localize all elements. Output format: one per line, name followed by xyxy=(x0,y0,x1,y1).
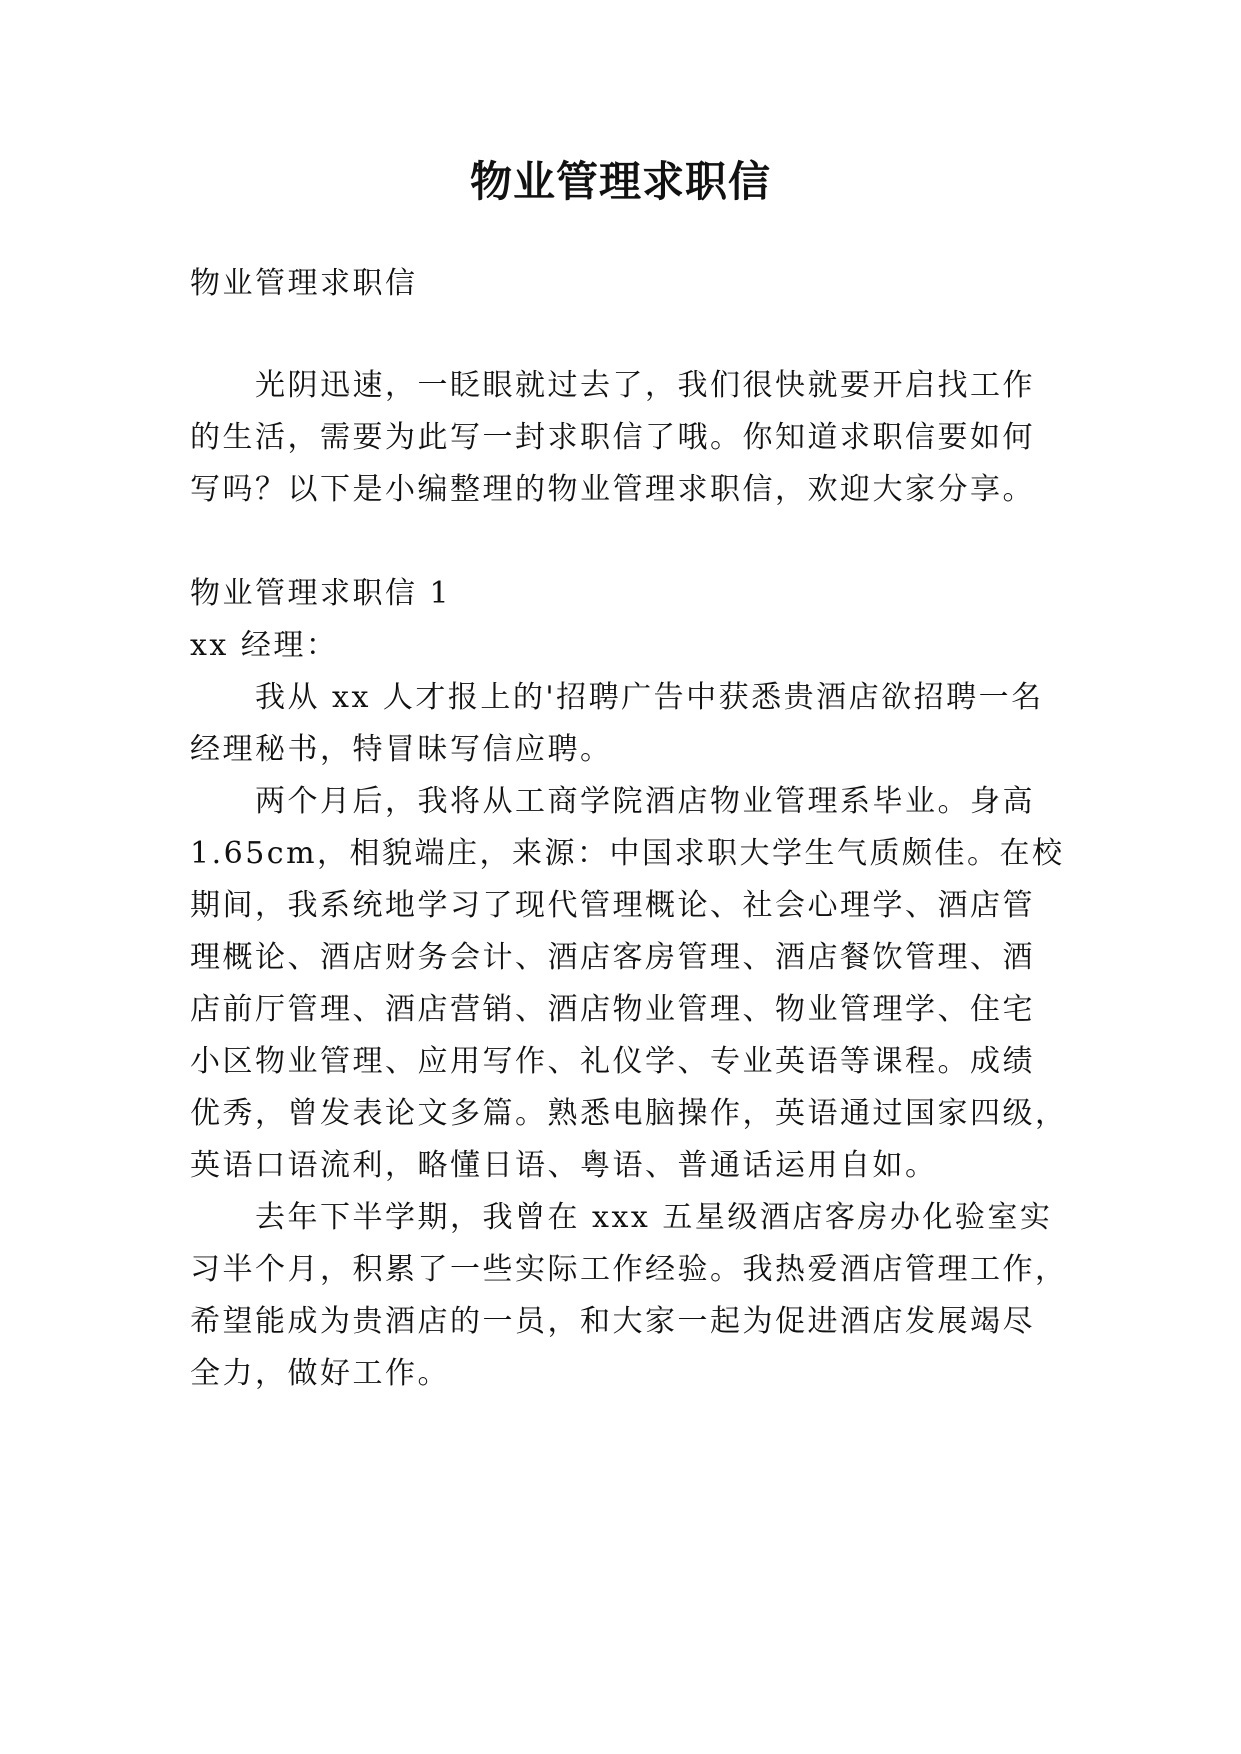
paragraph-line: 两个月后，我将从工商学院酒店物业管理系毕业。身高 xyxy=(255,784,1035,819)
document-subtitle: 物业管理求职信 xyxy=(190,266,418,301)
paragraph-line: 1.65cm，相貌端庄，来源：中国求职大学生气质颇佳。在校 xyxy=(190,836,1065,871)
paragraph-line: 去年下半学期，我曾在 xxx 五星级酒店客房办化验室实 xyxy=(255,1200,1053,1235)
paragraph-line: 小区物业管理、应用写作、礼仪学、专业英语等课程。成绩 xyxy=(190,1044,1035,1079)
salutation: xx 经理： xyxy=(190,628,339,663)
intro-line: 的生活，需要为此写一封求职信了哦。你知道求职信要如何 xyxy=(190,420,1035,455)
paragraph-line: 我从 xx 人才报上的'招聘广告中获悉贵酒店欲招聘一名 xyxy=(255,680,1044,715)
paragraph-line: 全力，做好工作。 xyxy=(190,1356,450,1391)
paragraph-line: 优秀，曾发表论文多篇。熟悉电脑操作，英语通过国家四级， xyxy=(190,1096,1068,1131)
paragraph-line: 店前厅管理、酒店营销、酒店物业管理、物业管理学、住宅 xyxy=(190,992,1035,1027)
paragraph-line: 习半个月，积累了一些实际工作经验。我热爱酒店管理工作， xyxy=(190,1252,1068,1287)
paragraph-line: 期间，我系统地学习了现代管理概论、社会心理学、酒店管 xyxy=(190,888,1035,923)
paragraph-line: 希望能成为贵酒店的一员，和大家一起为促进酒店发展竭尽 xyxy=(190,1304,1035,1339)
letter-heading: 物业管理求职信 1 xyxy=(190,576,452,611)
paragraph-line: 理概论、酒店财务会计、酒店客房管理、酒店餐饮管理、酒 xyxy=(190,940,1035,975)
paragraph-line: 经理秘书，特冒昧写信应聘。 xyxy=(190,732,613,767)
intro-line: 光阴迅速，一眨眼就过去了，我们很快就要开启找工作 xyxy=(255,368,1035,403)
intro-line: 写吗？以下是小编整理的物业管理求职信，欢迎大家分享。 xyxy=(190,472,1035,507)
document-title: 物业管理求职信 xyxy=(469,157,771,206)
paragraph-line: 英语口语流利，略懂日语、粤语、普通话运用自如。 xyxy=(190,1148,938,1183)
